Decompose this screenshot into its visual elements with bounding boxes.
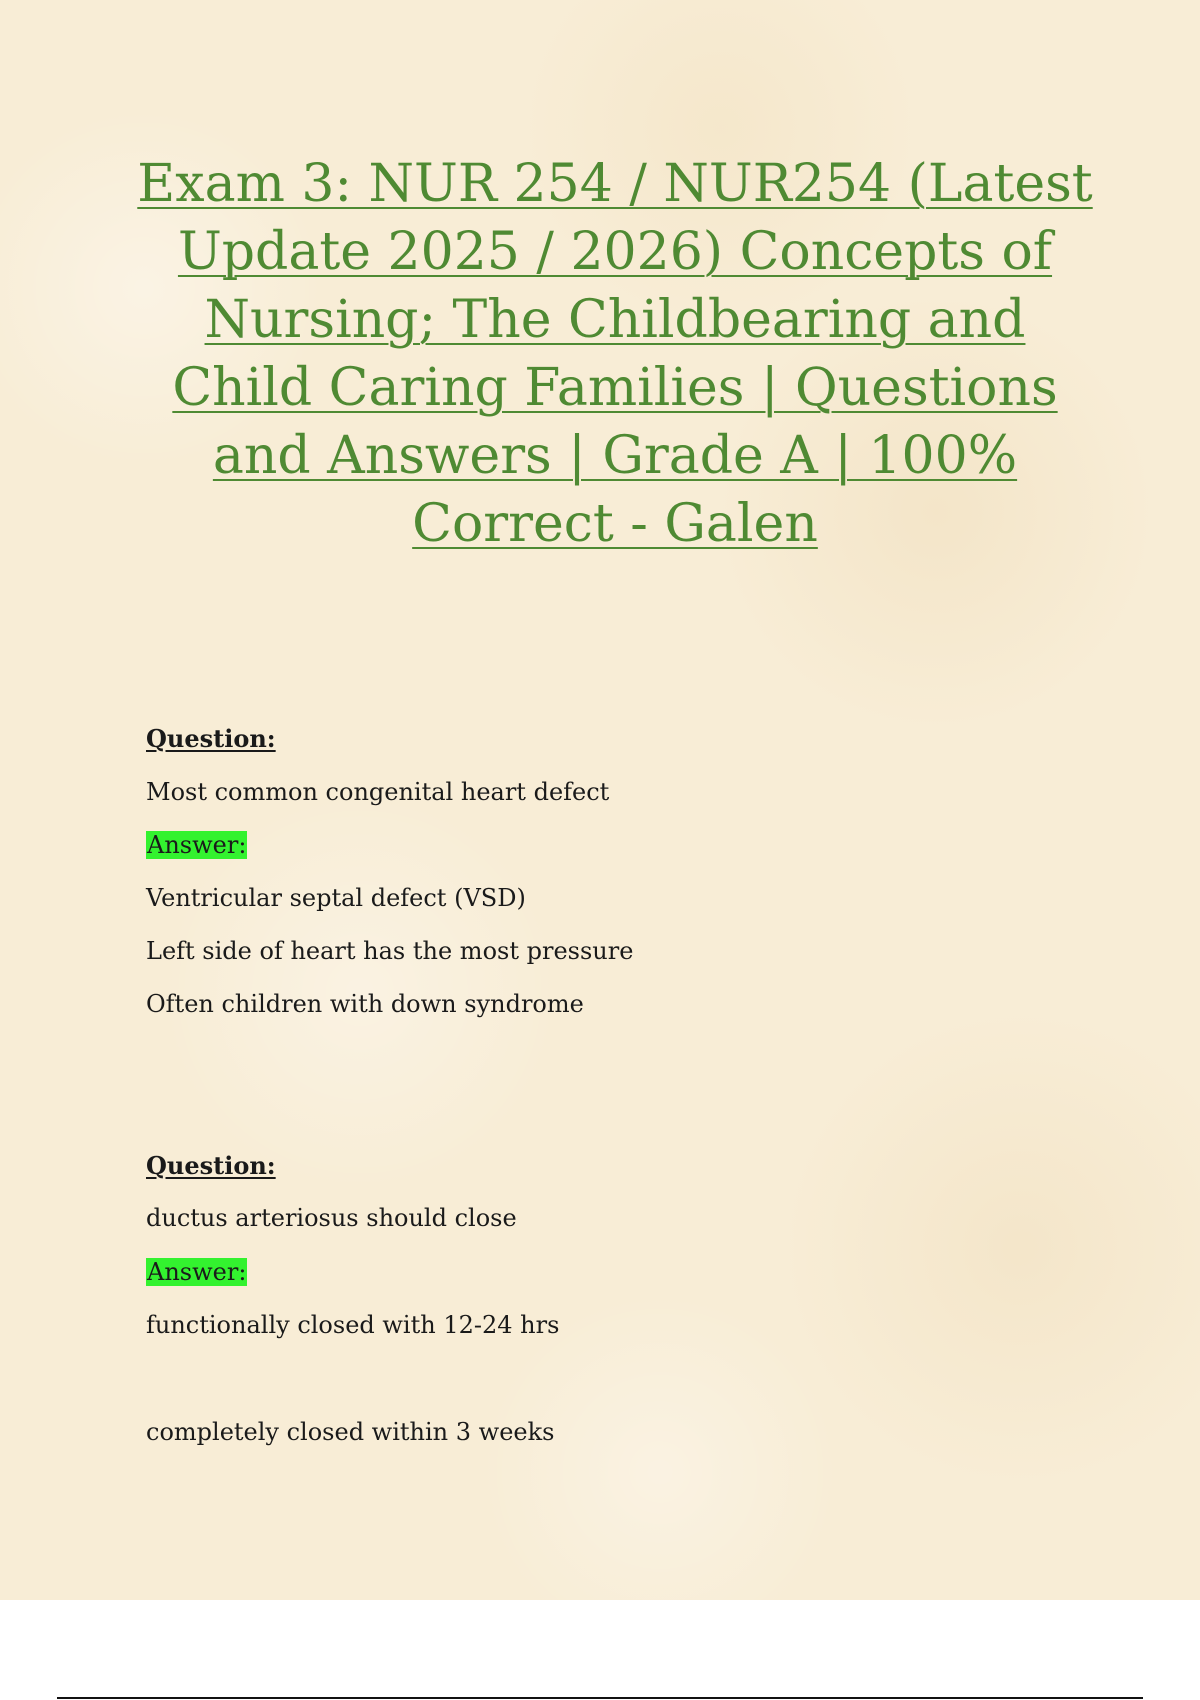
document-title: Exam 3: NUR 254 / NUR254 (Latest Update 2025 / 2026) Concepts of Nursing; The Childbearing and Child Caring Families | Questions and Answers | Grade A | 100% Correct - Galen bbox=[137, 154, 1093, 554]
question-text: Most common congenital heart defect bbox=[146, 778, 610, 806]
question-label: Question: bbox=[146, 1151, 276, 1180]
question-text: ductus arteriosus should close bbox=[146, 1204, 517, 1232]
question-label: Question: bbox=[146, 724, 276, 753]
footer-divider bbox=[57, 1697, 1143, 1699]
answer-line: functionally closed with 12-24 hrs bbox=[146, 1311, 560, 1339]
answer-label: Answer: bbox=[147, 831, 247, 859]
answer-line: Often children with down syndrome bbox=[146, 990, 584, 1018]
answer-line: Left side of heart has the most pressure bbox=[146, 937, 634, 965]
answer-label: Answer: bbox=[147, 1258, 247, 1286]
answer-line: Ventricular septal defect (VSD) bbox=[146, 884, 526, 912]
answer-line: completely closed within 3 weeks bbox=[146, 1418, 555, 1446]
